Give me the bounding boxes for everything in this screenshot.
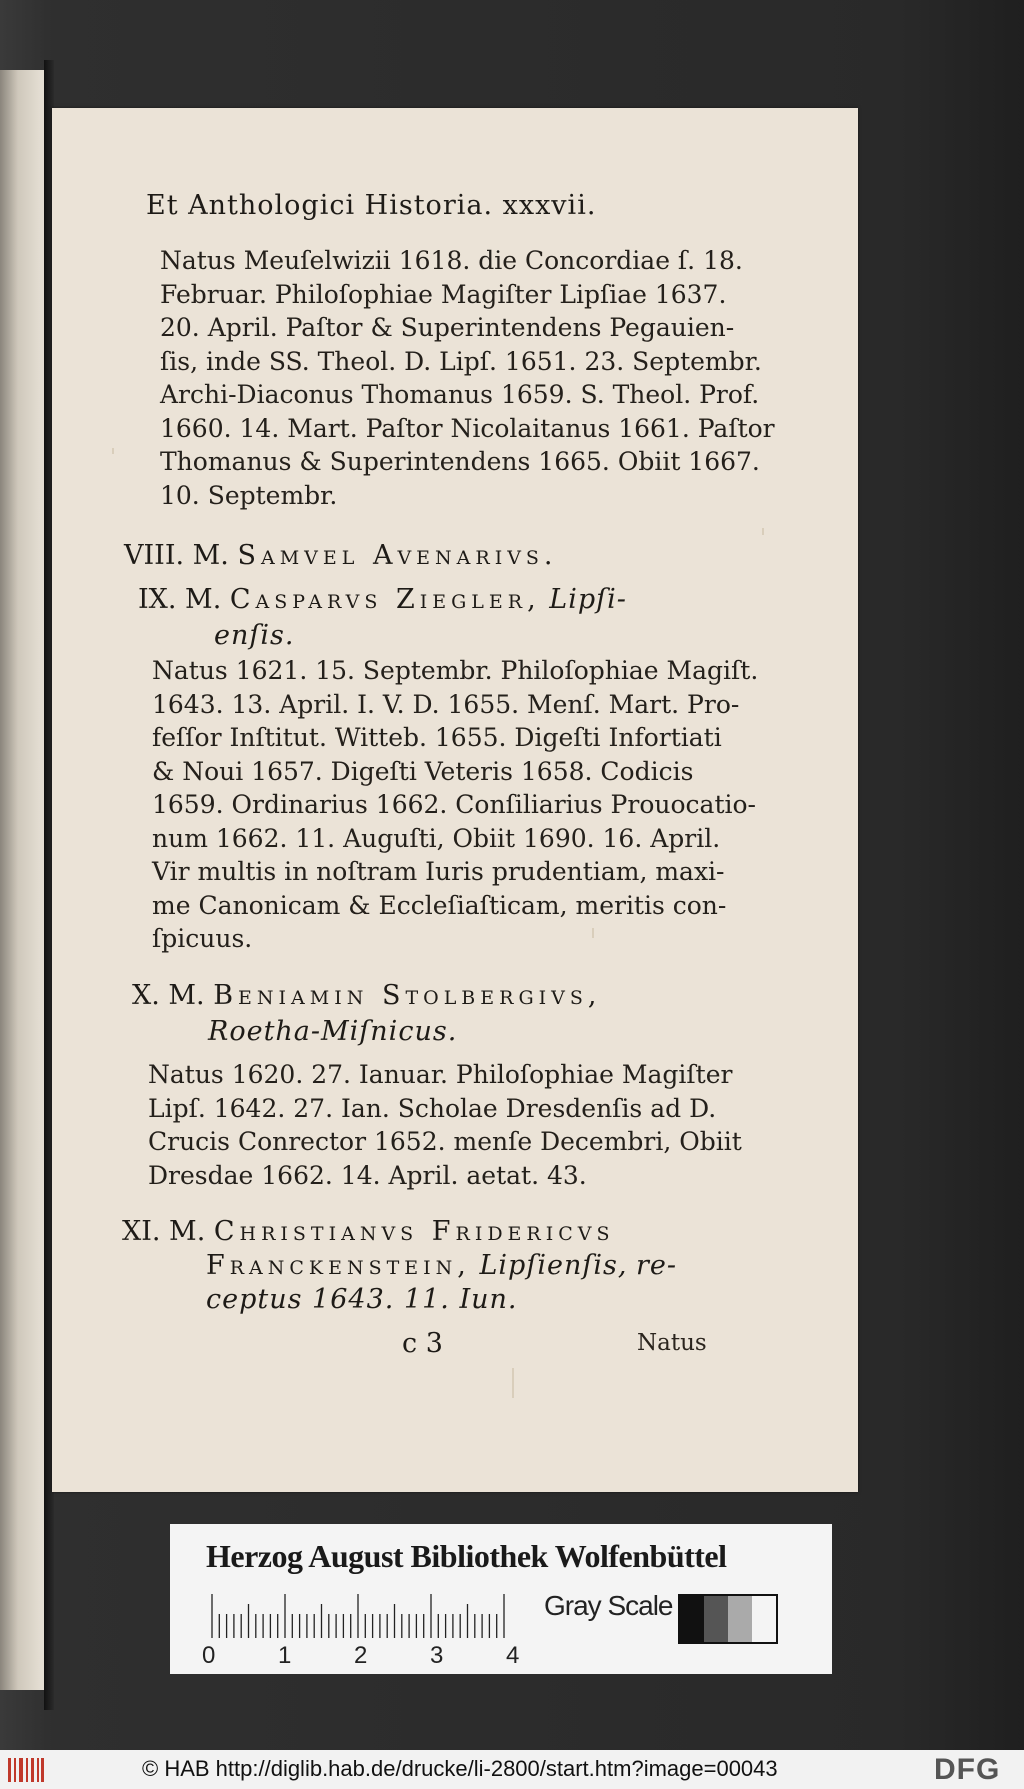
- adjacent-page-edge: [0, 70, 46, 1690]
- gray-swatch: [752, 1596, 776, 1642]
- library-scale-card: [170, 1524, 832, 1674]
- text-line: & Noui 1657. Digeſti Veteris 1658. Codicis: [152, 756, 694, 786]
- entry-name: Samvel Avenarivs.: [237, 540, 558, 571]
- hab-barcode-logo-icon: [6, 1756, 46, 1784]
- entry-heading-11-cont2: [206, 1284, 518, 1315]
- text-line: ſis, inde SS. Theol. D. Lipſ. 1651. 23. Septembr.: [160, 346, 762, 376]
- entry-place: Lipſienſis,: [479, 1250, 628, 1281]
- entry-name: Christianvs Fridericvs: [213, 1216, 615, 1247]
- dfg-logo: DFG: [934, 1753, 1001, 1786]
- ruler-number: 3: [430, 1642, 444, 1669]
- text-line: feſſor Inſtitut. Witteb. 1655. Digeſti Infortiati: [152, 723, 722, 752]
- entry-numeral: IX. M.: [138, 584, 222, 615]
- text-line: Februar. Philoſophiae Magiſter Lipſiae 1637.: [160, 279, 727, 309]
- viewer-footer: [0, 1750, 1024, 1789]
- gray-swatch: [680, 1596, 704, 1642]
- text-line: Natus Meuſelwizii 1618. die Concordiae ſ. 18.: [160, 246, 743, 275]
- ruler-number: 1: [278, 1642, 292, 1669]
- catchword: Natus: [637, 1330, 707, 1356]
- text-line: 20. April. Paſtor & Superintendens Pegauien-: [160, 313, 735, 342]
- ruler-ticks: [210, 1594, 508, 1638]
- entry-numeral: XI. M.: [122, 1216, 206, 1247]
- entry-note: ceptus 1643. 11. Iun.: [206, 1284, 518, 1315]
- entry-place: Lipſi-: [549, 584, 627, 615]
- text-line: 1660. 14. Mart. Paſtor Nicolaitanus 1661. Paſtor: [160, 413, 775, 443]
- text-line: 1659. Ordinarius 1662. Conſiliarius Prouocatio-: [152, 790, 756, 819]
- entry-heading-11: [122, 1216, 615, 1247]
- library-title: Herzog August Bibliothek Wolfenbüttel: [206, 1538, 727, 1574]
- text-line: me Canonicam & Eccleſiaſticam, meritis con-: [152, 890, 727, 920]
- ruler-number: 4: [506, 1642, 520, 1669]
- entry-numeral: X. M.: [132, 980, 205, 1011]
- text-line: Crucis Conrector 1652. menſe Decembri, Obiit: [148, 1127, 742, 1156]
- gray-scale-swatches: [678, 1594, 778, 1644]
- entry-heading-10-cont: [208, 1016, 457, 1047]
- gray-swatch: [728, 1596, 752, 1642]
- text-line: Natus 1620. 27. Ianuar. Philoſophiae Magiſter: [148, 1060, 733, 1089]
- text-line: num 1662. 11. Auguſti, Obiit 1690. 16. April.: [152, 823, 721, 853]
- entry-numeral: VIII. M.: [124, 540, 229, 571]
- text-line: 1643. 13. April. I. V. D. 1655. Menſ. Mart. Pro-: [152, 689, 740, 719]
- paragraph-entry-7: [160, 244, 775, 512]
- entry-heading-9: [138, 584, 627, 615]
- gray-swatch: [704, 1596, 728, 1642]
- text-line: Lipſ. 1642. 27. Ian. Scholae Dresdenſis ad D.: [148, 1093, 717, 1123]
- entry-note: re-: [636, 1250, 678, 1281]
- text-line: ſpicuus.: [152, 924, 253, 953]
- entry-heading-9-cont: [214, 620, 294, 651]
- entry-name: Casparvs Ziegler,: [229, 584, 541, 615]
- text-line: Archi-Diaconus Thomanus 1659. S. Theol. Prof.: [160, 380, 760, 409]
- ruler-number: 2: [354, 1642, 368, 1669]
- ruler-numbers: [200, 1642, 530, 1668]
- entry-heading-8: [124, 540, 558, 571]
- ruler-number: 0: [202, 1642, 216, 1669]
- copyright-url-link[interactable]: © HAB http://diglib.hab.de/drucke/li-2800/start.htm?image=00043: [142, 1756, 778, 1781]
- text-line: Thomanus & Superintendens 1665. Obiit 1667.: [160, 447, 760, 476]
- entry-place: Roetha-Miſnicus.: [208, 1016, 458, 1047]
- entry-place: enſis.: [214, 620, 295, 651]
- text-line: 10. Septembr.: [160, 480, 338, 510]
- entry-heading-10: [132, 980, 601, 1011]
- gray-scale-label: Gray Scale: [544, 1590, 673, 1621]
- entry-name: Beniamin Stolbergivs,: [213, 980, 602, 1011]
- entry-name: Franckenstein,: [206, 1250, 471, 1281]
- paragraph-entry-9: [152, 654, 759, 956]
- running-header: Et Anthologici Historia. xxxvii.: [146, 190, 597, 221]
- entry-heading-11-cont: [206, 1250, 677, 1281]
- text-line: Dresdae 1662. 14. April. aetat. 43.: [148, 1160, 587, 1190]
- text-line: Vir multis in noſtram Iuris prudentiam, maxi-: [152, 857, 725, 886]
- signature-mark: c 3: [402, 1328, 443, 1359]
- text-line: Natus 1621. 15. Septembr. Philoſophiae Magiſt.: [152, 656, 759, 685]
- paragraph-entry-10: [148, 1058, 742, 1192]
